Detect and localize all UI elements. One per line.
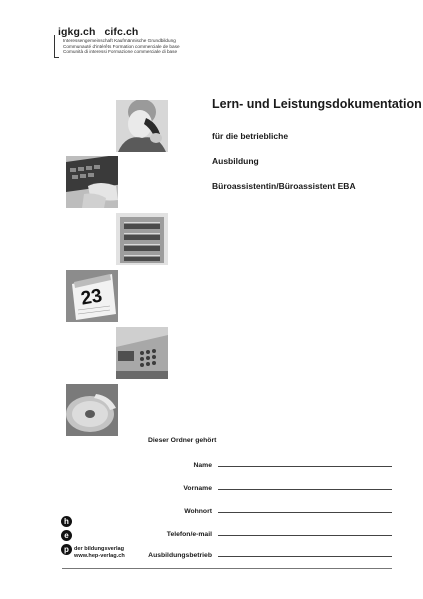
publisher-url: www.hep-verlag.ch bbox=[74, 553, 125, 559]
field-label-telefon: Telefon/e-mail bbox=[166, 531, 212, 538]
hep-logo-e: e bbox=[61, 530, 72, 541]
field-label-vorname: Vorname bbox=[183, 485, 212, 492]
field-label-name: Name bbox=[193, 462, 212, 469]
logo-subtitle bbox=[63, 38, 180, 55]
bottom-rule bbox=[62, 568, 392, 569]
fax-machine-photo bbox=[116, 327, 168, 379]
telephone-photo bbox=[116, 100, 168, 152]
logo-name-cifc: cifc.ch bbox=[104, 26, 139, 38]
publisher-name: der bildungsverlag bbox=[74, 546, 125, 552]
field-line-name[interactable] bbox=[218, 466, 392, 467]
owner-heading: Dieser Ordner gehört bbox=[148, 437, 217, 444]
association-logo bbox=[58, 26, 147, 38]
field-line-telefon[interactable] bbox=[218, 535, 392, 536]
logo-name-igkg: igkg.ch bbox=[58, 26, 96, 38]
logo-line-fr: Communauté d'intérêts Formation commerciale de base bbox=[63, 43, 180, 49]
calendar-day-number: 23 bbox=[79, 285, 104, 310]
hep-logo-p: p bbox=[61, 544, 72, 555]
calendar-photo bbox=[66, 270, 118, 322]
logo-line-de: Interessengemeinschaft Kaufmännische Grundbildung bbox=[63, 38, 176, 43]
publisher-text bbox=[74, 546, 125, 560]
keyboard-photo bbox=[66, 156, 118, 208]
logo-bracket bbox=[54, 35, 59, 58]
document-title: Lern- und Leistungsdokumentation bbox=[212, 97, 422, 111]
filing-cabinet-photo bbox=[116, 213, 168, 265]
title-line-3: Büroassistentin/Büroassistent EBA bbox=[212, 181, 356, 191]
cd-photo bbox=[66, 384, 118, 436]
field-line-vorname[interactable] bbox=[218, 489, 392, 490]
title-line-1: für die betriebliche bbox=[212, 131, 289, 141]
field-label-ausbildungsbetrieb: Ausbildungsbetrieb bbox=[148, 552, 212, 559]
hep-logo-h: h bbox=[61, 516, 72, 527]
title-line-2: Ausbildung bbox=[212, 156, 259, 166]
logo-line-it: Comunità di interessi Formazione commerciale di base bbox=[63, 49, 178, 55]
field-line-wohnort[interactable] bbox=[218, 512, 392, 513]
field-line-ausbildungsbetrieb[interactable] bbox=[218, 556, 392, 557]
field-label-wohnort: Wohnort bbox=[184, 508, 212, 515]
